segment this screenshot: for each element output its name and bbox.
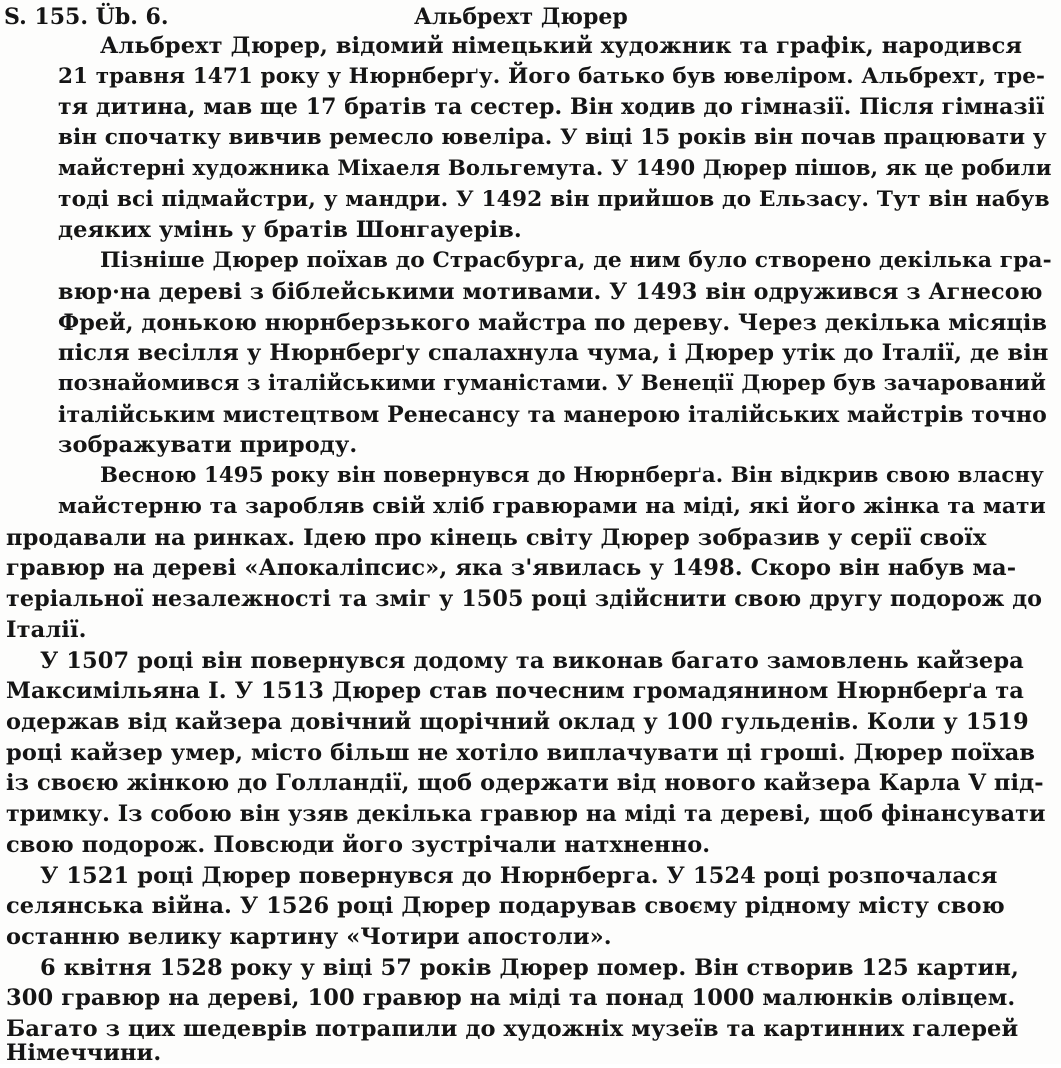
text-line: одержав від кайзера довічний щорічний оклад у 100 гульденів. Коли у 1519 [6, 709, 1029, 735]
text-line: останню велику картину «Чотири апостоли». [6, 924, 612, 950]
text-line: селянська війна. У 1526 році Дюрер подарував своєму рідному місту свою [6, 893, 1005, 919]
text-line: продавали на ринках. Ідею про кінець світу Дюрер зобразив у серії своїх [6, 525, 987, 551]
text-line: тримку. Із собою він узяв декілька гравюр на міді та дереві, щоб фінансувати [6, 801, 1046, 827]
text-line: Альбрехт Дюрер, відомий німецький художник та графік, народився [100, 33, 1023, 59]
text-line: 6 квітня 1528 року у віці 57 років Дюрер помер. Він створив 125 картин, [40, 955, 1019, 981]
text-line: Багато з цих шедеврів потрапили до художніх музеїв та картинних галерей [6, 1016, 1019, 1042]
text-line: майстерню та заробляв свій хліб гравюрами на міді, які його жінка та мати [58, 494, 1046, 519]
text-line: Фрей, донькою нюрнберзького майстра по дереву. Через декілька місяців [58, 310, 1048, 336]
text-line: вюр·на дереві з біблейськими мотивами. У 1493 він одружився з Агнесою [58, 279, 1043, 305]
text-line: Пізніше Дюрер поїхав до Страсбурга, де ним було створено декілька гра- [100, 248, 1052, 273]
text-line: тоді всі підмайстри, у мандри. У 1492 він прийшов до Ельзасу. Тут він набув [58, 187, 1050, 212]
text-line: він спочатку вивчив ремесло ювеліра. У віці 15 років він почав працювати у [58, 125, 1047, 150]
text-line: деяких умінь у братів Шонгауерів. [58, 217, 522, 243]
text-line: Італії. [6, 617, 87, 643]
text-line: У 1521 році Дюрер повернувся до Нюрнберга. У 1524 році розпочалася [40, 863, 998, 889]
text-line: 21 травня 1471 року у Нюрнберґу. Його батько був ювеліром. Альбрехт, тре- [58, 64, 1046, 89]
text-line: Німеччини. [6, 1040, 162, 1066]
text-line: році кайзер умер, місто більш не хотіло виплачувати ці гроші. Дюрер поїхав [6, 740, 1036, 766]
text-line: Весною 1495 року він повернувся до Нюрнберґа. Він відкрив свою власну [100, 463, 1044, 488]
text-line: свою подорож. Повсюди його зустрічали натхненно. [6, 832, 711, 858]
text-line: тя дитина, мав ще 17 братів та сестер. Він ходив до гімназії. Після гімназії [58, 94, 1045, 120]
page-title: Альбрехт Дюрер [414, 4, 628, 30]
text-line: із своєю жінкою до Голландії, щоб одержати від нового кайзера Карла V під- [6, 770, 1044, 796]
text-line: гравюр на дереві «Апокаліпсис», яка з'явилась у 1498. Скоро він набув ма- [6, 555, 1017, 581]
text-line: зображувати природу. [58, 432, 358, 458]
text-line: майстерні художника Міхаеля Вольгемута. У 1490 Дюрер пішов, як це робили [58, 156, 1052, 181]
text-line: італійським мистецтвом Ренесансу та манерою італійських майстрів точно [58, 402, 1047, 428]
text-line: після весілля у Нюрнберґу спалахнула чума, і Дюрер утік до Італії, де він [58, 340, 1049, 366]
text-line: познайомився з італійськими гуманістами. У Венеції Дюрер був зачарований [58, 371, 1046, 396]
text-line: У 1507 році він повернувся додому та виконав багато замовлень кайзера [40, 648, 1024, 674]
text-line: 300 гравюр на дереві, 100 гравюр на міді та понад 1000 малюнків олівцем. [6, 985, 1016, 1011]
text-line: Максимільяна І. У 1513 Дюрер став почесним громадянином Нюрнберґа та [6, 678, 1024, 704]
text-line: теріальної незалежності та зміг у 1505 році здійснити свою другу подорож до [6, 586, 1043, 612]
exercise-reference: S. 155. Üb. 6. [4, 4, 169, 30]
